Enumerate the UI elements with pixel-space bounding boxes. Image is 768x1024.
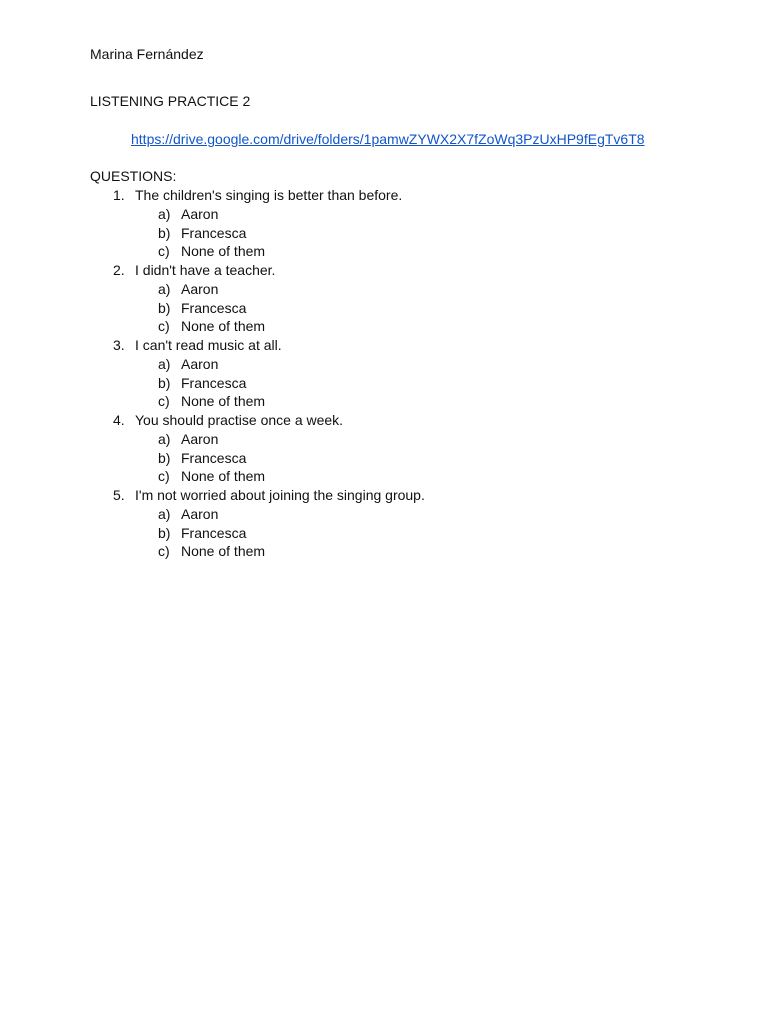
option-letter: a) xyxy=(158,430,171,447)
question-number: 2. xyxy=(113,262,125,278)
option-letter: a) xyxy=(158,505,171,522)
option-text: None of them xyxy=(181,243,266,260)
option-letter: a) xyxy=(158,205,171,222)
option-text: None of them xyxy=(181,393,266,410)
drive-folder-link[interactable]: https://drive.google.com/drive/folders/1pamwZYWX2X7fZoWq3PzUxHP9fEgTv6T8 xyxy=(131,131,645,147)
question-text: I didn't have a teacher. xyxy=(135,262,276,278)
question-number: 4. xyxy=(113,412,125,428)
option-letter: b) xyxy=(158,449,171,466)
drive-link-line xyxy=(131,130,645,148)
option-text: None of them xyxy=(181,318,266,335)
document-title: LISTENING PRACTICE 2 xyxy=(90,93,251,109)
option-text: Francesca xyxy=(181,449,247,466)
question-number: 3. xyxy=(113,337,125,353)
questions-heading: QUESTIONS: xyxy=(90,168,177,184)
option-text: Aaron xyxy=(181,355,219,372)
option-letter: b) xyxy=(158,299,171,316)
option-text: Aaron xyxy=(181,430,219,447)
option-letter: b) xyxy=(158,224,171,241)
option-text: None of them xyxy=(181,543,266,560)
option-letter: b) xyxy=(158,374,171,391)
option-letter: c) xyxy=(158,318,170,335)
option-text: Francesca xyxy=(181,374,247,391)
option-text: Aaron xyxy=(181,280,219,297)
question-number: 5. xyxy=(113,487,125,503)
option-text: Francesca xyxy=(181,299,247,316)
option-text: Aaron xyxy=(181,205,219,222)
question-text: I can't read music at all. xyxy=(135,337,282,353)
option-text: Aaron xyxy=(181,505,219,522)
option-letter: b) xyxy=(158,524,171,541)
option-letter: c) xyxy=(158,543,170,560)
question-number: 1. xyxy=(113,187,125,203)
option-text: Francesca xyxy=(181,524,247,541)
option-letter: c) xyxy=(158,243,170,260)
option-letter: a) xyxy=(158,355,171,372)
author-name: Marina Fernández xyxy=(90,46,204,62)
option-text: Francesca xyxy=(181,224,247,241)
option-letter: c) xyxy=(158,393,170,410)
question-text: I'm not worried about joining the singing group. xyxy=(135,487,425,503)
option-text: None of them xyxy=(181,468,266,485)
option-letter: c) xyxy=(158,468,170,485)
question-text: You should practise once a week. xyxy=(135,412,344,428)
question-text: The children's singing is better than before. xyxy=(135,187,403,203)
option-letter: a) xyxy=(158,280,171,297)
